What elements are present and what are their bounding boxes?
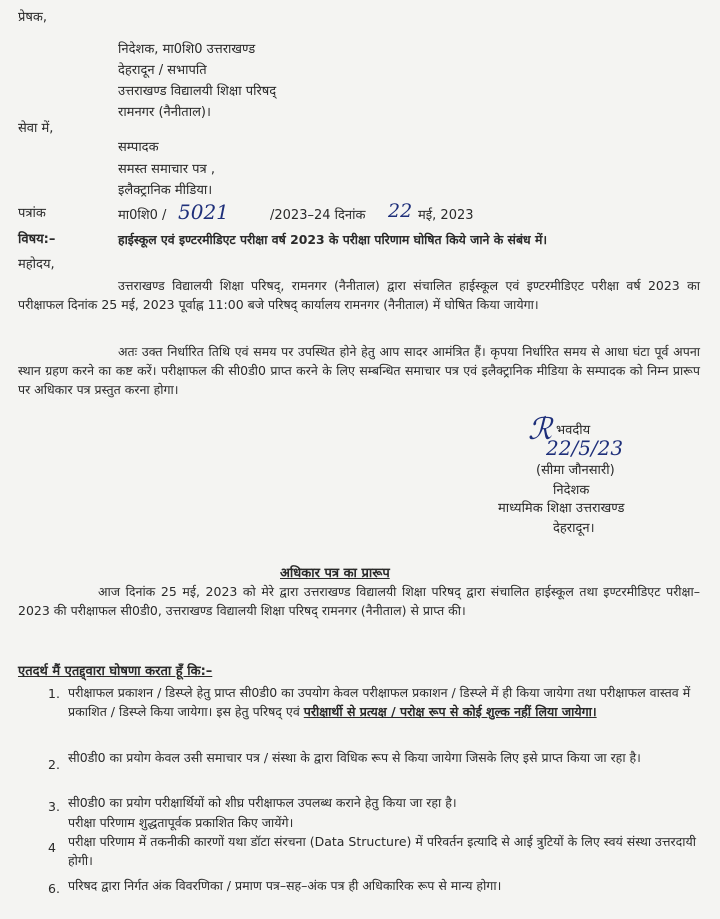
item-1-text-a: परीक्षाफल प्रकाशन / डिस्प्ले हेतु प्राप्त सी0डी0 का उपयोग केवल परीक्षाफल प्रकाशन / डिस्प्ले में ही किया जायेगा तथा परीक्षाफल वास्तव में प्रकाशित / डिस्प्ले किया जायेगा। इस हेतु परिषद् एवं <box>68 685 691 719</box>
to-line-1: सम्पादक <box>118 140 159 155</box>
authority-title: अधिकार पत्र का प्रारूप <box>280 566 390 581</box>
ref-year-date: /2023–24 दिनांक <box>270 208 366 223</box>
ref-day-handwritten: 22 <box>388 200 413 222</box>
sender-line-4: रामनगर (नैनीताल)। <box>118 105 211 120</box>
ref-number-handwritten: 5021 <box>178 200 229 224</box>
subject-label: विषय:– <box>18 232 56 247</box>
item-2-number: 2. <box>48 757 60 772</box>
sender-line-3: उत्तराखण्ड विद्यालयी शिक्षा परिषद् <box>118 84 277 99</box>
item-3-number: 3. <box>48 799 60 814</box>
subject-text: हाईस्कूल एवं इण्टरमीडिएट परीक्षा वर्ष 2023 के परीक्षा परिणाम घोषित किये जाने के संबंध में। <box>118 232 548 247</box>
to-label: सेवा में, <box>18 121 54 136</box>
salutation: महोदय, <box>18 257 55 272</box>
signatory-designation: निदेशक <box>553 483 590 498</box>
item-1-text-emphasis: परीक्षार्थी से प्रत्यक्ष / परोक्ष रूप से कोई शुल्क नहीं लिया जायेगा। <box>303 704 597 719</box>
sender-line-1: निदेशक, मा0शि0 उत्तराखण्ड <box>118 42 256 57</box>
sender-line-2: देहरादून / सभापति <box>118 63 207 78</box>
signatory-name: (सीमा जौनसारी) <box>536 463 615 478</box>
closing-text: भवदीय <box>556 423 591 438</box>
ref-prefix: मा0शि0 / <box>118 208 167 223</box>
body-paragraph-2: अतः उक्त निर्धारित तिथि एवं समय पर उपस्थित होने हेतु आप सादर आमंत्रित हैं। कृपया निर्धारित समय से आधा घंटा पूर्व अपना स्थान ग्रहण करने का कष्ट करें। परीक्षाफल की सी0डी0 प्राप्त करने के लिए सम्बन्धित समाचार पत्र एवं इलैक्ट्रानिक मीडिया के सम्पादक को निम्न प्रारूप पर अधिकार पत्र प्रस्तुत करना होगा। <box>18 344 700 397</box>
signatory-department: माध्यमिक शिक्षा उत्तराखण्ड <box>498 501 625 516</box>
item-3b-text: परीक्षा परिणाम शुद्धतापूर्वक प्रकाशित किए जायेंगे। <box>68 815 294 830</box>
item-6-text: परिषद द्वारा निर्गत अंक विवरणिका / प्रमाण पत्र–सह–अंक पत्र ही अधिकारिक रूप से मान्य होगा। <box>68 878 502 893</box>
body-paragraph-1: उत्तराखण्ड विद्यालयी शिक्षा परिषद्, रामनगर (नैनीताल) द्वारा संचालित हाईस्कूल एवं इण्टरमीडिएट परीक्षा वर्ष 2023 का परीक्षाफल दिनांक 25 मई, 2023 पूर्वाह्न 11:00 बजे परिषद् कार्यालय रामनगर (नैनीताल) में घोषित किया जायेगा। <box>18 278 700 312</box>
item-4-number: 4 <box>48 840 56 855</box>
sender-label: प्रेषक, <box>18 10 48 25</box>
to-line-2: समस्त समाचार पत्र , <box>118 162 215 177</box>
signatory-city: देहरादून। <box>553 521 595 536</box>
item-3-text: सी0डी0 का प्रयोग परीक्षार्थियों को शीघ्र परीक्षाफल उपलब्ध कराने हेतु किया जा रहा है। <box>68 795 457 810</box>
to-line-3: इलैक्ट्रानिक मीडिया। <box>118 183 213 198</box>
ref-month-year: मई, 2023 <box>418 208 474 223</box>
authority-paragraph: आज दिनांक 25 मई, 2023 को मेरे द्वारा उत्तराखण्ड विद्यालयी शिक्षा परिषद् द्वारा संचालित हाईस्कूल तथा इण्टरमीडिएट परीक्षा–2023 की परीक्षाफल सी0डी0, उत्तराखण्ड विद्यालयी शिक्षा परिषद् रामनगर (नैनीताल) से प्राप्त की। <box>18 584 700 618</box>
signature-date-handwritten: 22/5/23 <box>546 436 624 460</box>
item-6-number: 6. <box>48 881 60 896</box>
declaration-line: एतदर्थ मैं एतद्द्वारा घोषणा करता हूँ कि:– <box>18 664 213 679</box>
item-2-text: सी0डी0 का प्रयोग केवल उसी समाचार पत्र / संस्था के द्वारा विधिक रूप से किया जायेगा जिसके लिए इसे प्राप्त किया जा रहा है। <box>68 750 641 765</box>
item-1-number: 1. <box>48 686 60 701</box>
signature-scrawl: ℛ <box>528 412 552 447</box>
item-4-text: परीक्षा परिणाम में तकनीकी कारणों यथा डॉटा संरचना (Data Structure) में परिवर्तन इत्यादि से आई त्रुटियों के लिए स्वयं संस्था उत्तरदायी होगी। <box>68 834 697 868</box>
item-1-text <box>68 683 700 721</box>
ref-label: पत्रांक <box>18 206 46 221</box>
